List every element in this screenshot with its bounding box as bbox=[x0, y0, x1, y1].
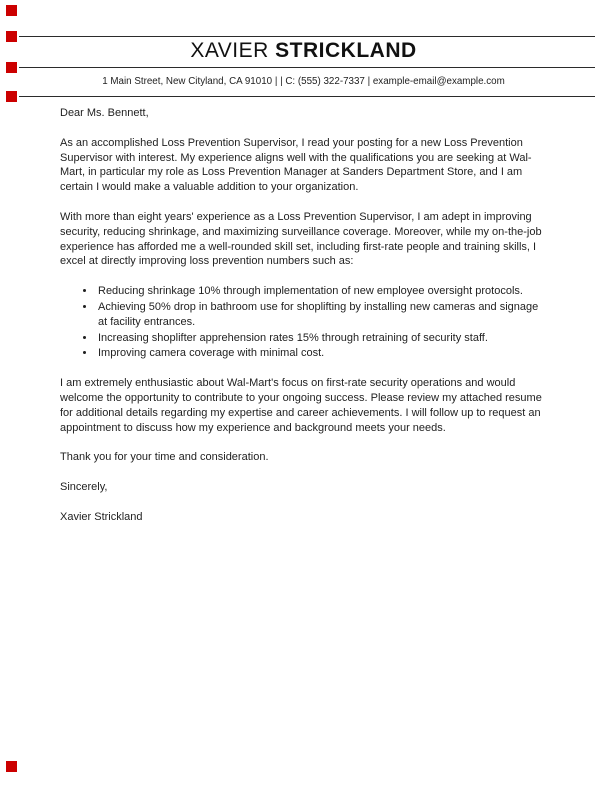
red-square-marker-top bbox=[6, 5, 17, 16]
page-title bbox=[0, 39, 607, 63]
letter-body bbox=[60, 106, 549, 540]
header-rule-middle bbox=[19, 67, 595, 68]
contact-info: 1 Main Street, New Cityland, CA 91010 | | C: (555) 322-7337 | example-email@example.com bbox=[102, 76, 505, 87]
paragraph-introduction: As an accomplished Loss Prevention Supervisor, I read your posting for a new Loss Prevention Supervisor with interest. My experience aligns well with the qualifications you are seeking at Wal-Mart, in particular my role as Loss Prevention Manager at Sanders Department Store, and I am certain I would make a valuable addition to your organization. bbox=[60, 136, 532, 194]
signature: Xavier Strickland bbox=[60, 510, 143, 523]
first-name: XAVIER bbox=[190, 39, 269, 62]
list-item: • Improving camera coverage with minimal cost. bbox=[96, 346, 549, 361]
paragraph-closing: I am extremely enthusiastic about Wal-Mart's focus on first-rate security operations and would welcome the opportunity to contribute to your ongoing success. Please review my attached resume for additional details regarding my expertise and career achievements. I will follow up to request an appointment to discuss how my experience and background meets your needs. bbox=[60, 377, 542, 434]
red-square-marker-rule2 bbox=[6, 62, 17, 73]
salutation: Dear Ms. Bennett, bbox=[60, 107, 149, 119]
achievements-list bbox=[60, 284, 549, 361]
thank-you-line: Thank you for your time and consideration. bbox=[60, 451, 269, 464]
red-square-marker-bottom bbox=[6, 761, 17, 772]
list-item: • Achieving 50% drop in bathroom use for shoplifting by installing new cameras and signage at facility entrances. bbox=[96, 300, 549, 330]
paragraph-experience: With more than eight years' experience as a Loss Prevention Supervisor, I am adept in improving security, reducing shrinkage, and maximizing surveillance coverage. Moreover, while my on-the-job experience has afforded me a well-rounded skill set, including first-rate people and training skills, I excel at directly improving loss prevention numbers such as: bbox=[60, 210, 542, 268]
red-square-marker-rule3 bbox=[6, 91, 17, 102]
header-rule-top bbox=[19, 36, 595, 37]
list-item: • Reducing shrinkage 10% through implementation of new employee oversight protocols. bbox=[96, 284, 549, 299]
closing-line: Sincerely, bbox=[60, 481, 108, 494]
header-rule-bottom bbox=[19, 96, 595, 97]
list-item: • Increasing shoplifter apprehension rates 15% through retraining of security staff. bbox=[96, 331, 549, 346]
last-name: STRICKLAND bbox=[275, 39, 417, 62]
